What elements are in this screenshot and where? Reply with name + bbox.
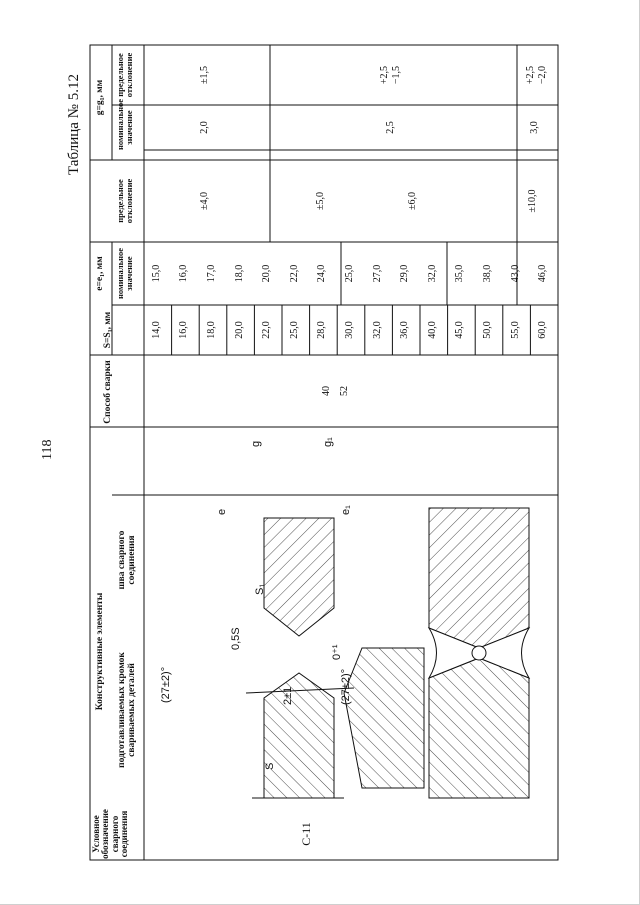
e-nominal-value: 24,0 [316, 264, 328, 283]
e-nominal-value: 15,0 [150, 264, 162, 283]
thickness-value: 16,0 [178, 321, 190, 339]
e-deviation-2: ±5,0 [315, 192, 326, 210]
g-nominal-3: 3,0 [529, 121, 540, 134]
label-reinforcement-1: g₁ [322, 437, 334, 447]
e-nominal-value: 16,0 [178, 264, 190, 283]
e-nominal-value: 25,0 [344, 264, 355, 283]
e-nominal-value: 17,0 [206, 264, 217, 283]
weld-plate-left [429, 658, 529, 798]
label-half-thickness: 0,5S [230, 627, 242, 650]
thickness-value: 45,0 [454, 321, 466, 339]
thickness-value: 28,0 [316, 321, 328, 339]
header-g-deviation: предельное отклонение [115, 52, 134, 98]
e-nominal-value: 35,0 [454, 264, 466, 283]
thickness-value: 18,0 [206, 321, 217, 339]
e-nominal-value: 32,0 [426, 264, 438, 283]
header-elements-group: Конструктивные элементы [95, 592, 105, 711]
label-weld-width: e [216, 508, 228, 515]
e-nominal-value: 38,0 [482, 264, 493, 283]
weld-seam-drawing [429, 508, 529, 798]
header-e-group: e=e₁, мм [95, 256, 105, 291]
header-prepared-edges: подготавливаемых кромок свариваемых деталей [117, 652, 137, 768]
thickness-value: 36,0 [399, 321, 411, 339]
header-e-nominal: номинальное значение [115, 247, 134, 300]
header-e-deviation: предельное отклонение [115, 178, 134, 224]
header-method: Способ сварки [103, 360, 113, 424]
e-nominal-value: 27,0 [371, 264, 383, 283]
label-thickness-1: S₁ [254, 583, 266, 595]
e-nominal-value: 18,0 [233, 264, 245, 283]
label-angle-bottom: (27±2)° [340, 668, 352, 705]
method-40: 40 [321, 386, 332, 396]
page-number: 118 [40, 439, 55, 460]
e-nominal-value: 20,0 [261, 264, 273, 283]
header-thickness: S=S₁, мм [103, 311, 113, 349]
header-designation: Условное обозначение сварного соединения [91, 809, 130, 859]
g-deviation-3-lower: −2,0 [537, 65, 548, 85]
thickness-value: 14,0 [150, 321, 162, 339]
plate-s1 [264, 518, 334, 636]
thickness-value: 50,0 [482, 321, 493, 339]
designation-value: С-11 [299, 822, 313, 846]
g-deviation-2-upper: +2,5 [379, 65, 390, 85]
header-g-group: g=g₁, мм [95, 79, 105, 116]
e-nominal-value: 43,0 [509, 264, 521, 283]
thickness-value: 60,0 [537, 321, 549, 339]
e-nominal-value: 46,0 [537, 264, 549, 283]
thickness-value: 30,0 [344, 321, 355, 339]
label-reinforcement: g [250, 440, 262, 447]
g-nominal-1: 2,0 [199, 121, 210, 134]
weld-plate-right [429, 508, 529, 648]
thickness-value: 55,0 [509, 321, 521, 339]
thickness-value: 25,0 [288, 321, 300, 339]
thickness-value: 32,0 [371, 321, 383, 339]
label-weld-width-1: e₁ [340, 505, 352, 515]
e-deviation-4: ±10,0 [527, 189, 538, 213]
label-thickness: S [264, 762, 276, 770]
e-deviation-3: ±6,0 [407, 192, 418, 210]
weld-drawings [144, 495, 558, 808]
label-angle-top: (27±2)° [160, 666, 172, 703]
header-weld-seam: шва сварного соединения [117, 530, 137, 590]
g-deviation-1: ±1,5 [199, 66, 210, 84]
g-nominal-2: 2,5 [385, 121, 396, 134]
label-root-offset: 0⁺¹ [331, 644, 343, 660]
table-title: Таблица № 5.12 [66, 74, 82, 175]
thickness-value: 22,0 [261, 321, 273, 339]
e-nominal-value: 29,0 [399, 264, 411, 283]
lower-plate [344, 648, 424, 788]
e-deviation-1: ±4,0 [199, 192, 210, 210]
e-nominal-value: 22,0 [288, 264, 300, 283]
method-52: 52 [339, 386, 350, 396]
header-g-nominal: номинальное значение [115, 98, 134, 150]
g-deviation-2-lower: −1,5 [391, 65, 402, 85]
thickness-value: 40,0 [426, 321, 438, 339]
label-gap: 2±1 [282, 686, 294, 705]
g-deviation-3-upper: +2,5 [525, 65, 536, 85]
thickness-value: 20,0 [233, 321, 245, 339]
